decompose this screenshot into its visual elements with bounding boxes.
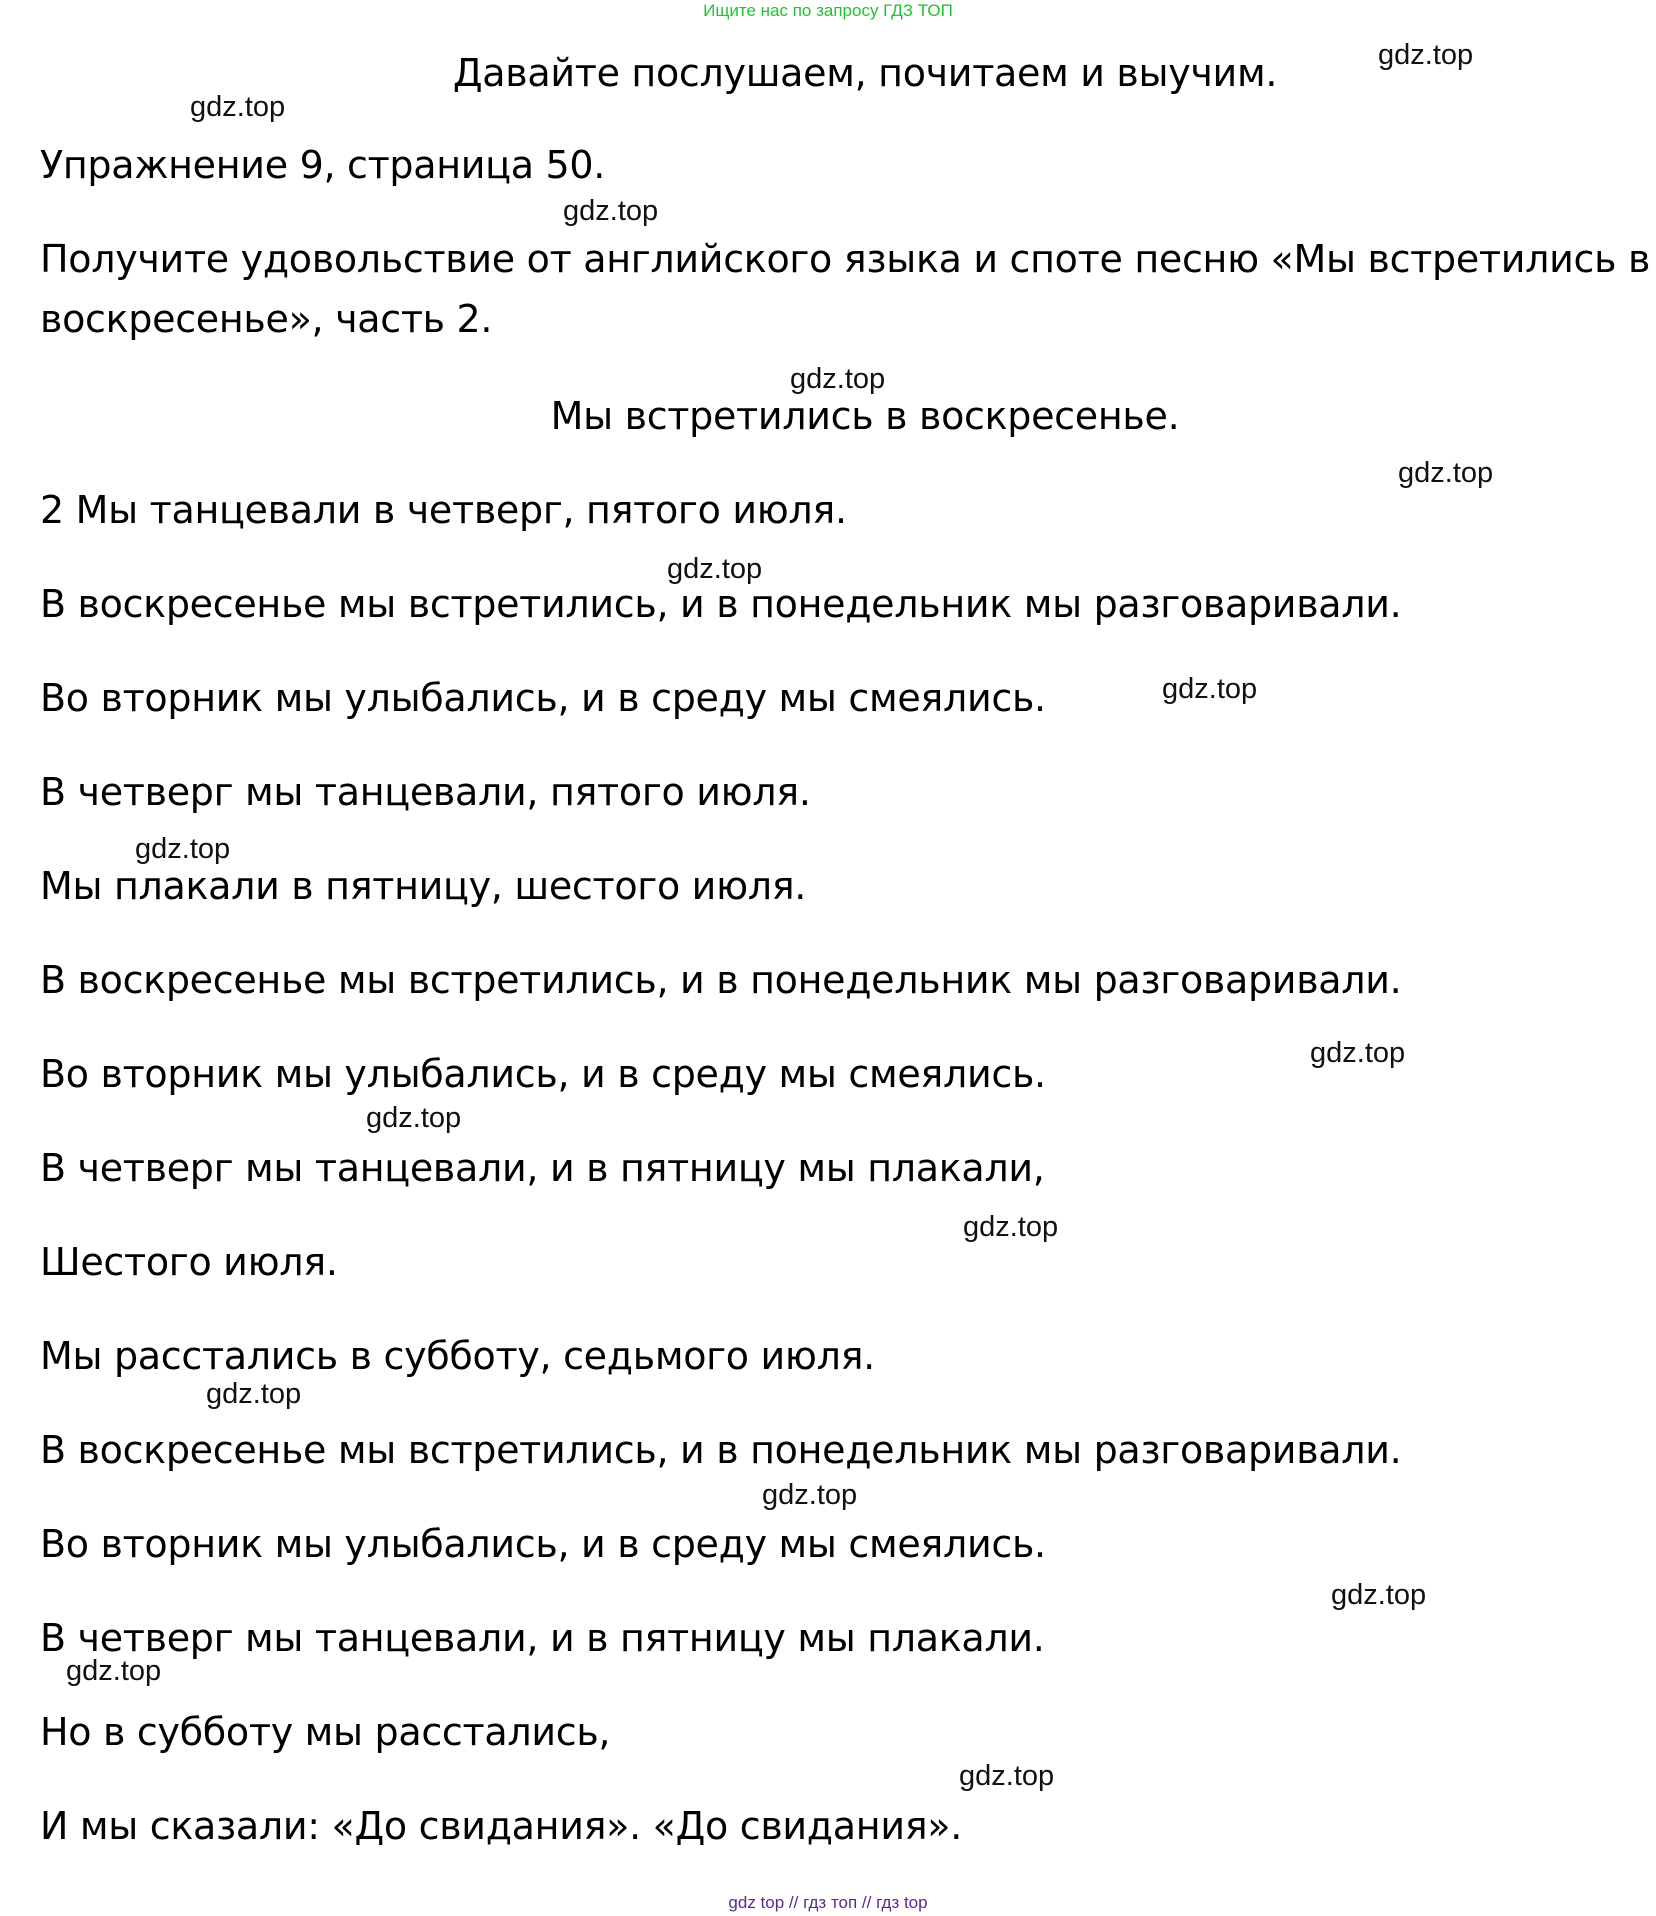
song-title: Мы встретились в воскресенье.	[550, 394, 1180, 438]
lyric-line-14: Но в субботу мы расстались,	[40, 1710, 611, 1754]
lyric-line-2: В воскресенье мы встретились, и в понедельник мы разговаривали.	[40, 582, 1402, 626]
top-banner: Ищите нас по запросу ГДЗ ТОП	[703, 1, 953, 20]
watermark: gdz.top	[1378, 39, 1474, 71]
lyric-line-11: В воскресенье мы встретились, и в понедельник мы разговаривали.	[40, 1428, 1402, 1472]
lyric-line-12: Во вторник мы улыбались, и в среду мы смеялись.	[40, 1522, 1046, 1566]
watermark: gdz.top	[206, 1378, 302, 1410]
task-text-line-2: воскресенье», часть 2.	[40, 297, 493, 341]
lyric-line-6: В воскресенье мы встретились, и в понедельник мы разговаривали.	[40, 958, 1402, 1002]
exercise-title: Упражнение 9, страница 50.	[40, 143, 606, 187]
watermark: gdz.top	[963, 1211, 1059, 1243]
lyric-line-1: 2 Мы танцевали в четверг, пятого июля.	[40, 488, 847, 532]
watermark: gdz.top	[190, 91, 286, 123]
footer-links: gdz top // гдз топ // гдз top	[728, 1893, 928, 1912]
watermark: gdz.top	[563, 195, 659, 227]
lyric-line-15: И мы сказали: «До свидания». «До свидания».	[40, 1804, 962, 1848]
lyric-line-13: В четверг мы танцевали, и в пятницу мы плакали.	[40, 1616, 1045, 1660]
lyric-line-10: Мы расстались в субботу, седьмого июля.	[40, 1334, 875, 1378]
lyric-line-3: Во вторник мы улыбались, и в среду мы смеялись.	[40, 676, 1046, 720]
lyric-line-4: В четверг мы танцевали, пятого июля.	[40, 770, 811, 814]
lyric-line-8: В четверг мы танцевали, и в пятницу мы плакали,	[40, 1146, 1045, 1190]
watermark: gdz.top	[959, 1760, 1055, 1792]
watermark: gdz.top	[1162, 673, 1258, 705]
watermark: gdz.top	[366, 1102, 462, 1134]
watermark: gdz.top	[1310, 1037, 1406, 1069]
watermark: gdz.top	[66, 1655, 162, 1687]
watermark: gdz.top	[1331, 1579, 1427, 1611]
watermark: gdz.top	[762, 1479, 858, 1511]
page-heading: Давайте послушаем, почитаем и выучим.	[452, 51, 1278, 95]
lyric-line-5: Мы плакали в пятницу, шестого июля.	[40, 864, 807, 908]
lyric-line-9: Шестого июля.	[40, 1240, 338, 1284]
lyric-line-7: Во вторник мы улыбались, и в среду мы смеялись.	[40, 1052, 1046, 1096]
watermark: gdz.top	[790, 363, 886, 395]
watermark: gdz.top	[1398, 457, 1494, 489]
watermark: gdz.top	[667, 553, 763, 585]
watermark: gdz.top	[135, 833, 231, 865]
task-text-line-1: Получите удовольствие от английского языка и споте песню «Мы встретились в	[40, 237, 1651, 281]
